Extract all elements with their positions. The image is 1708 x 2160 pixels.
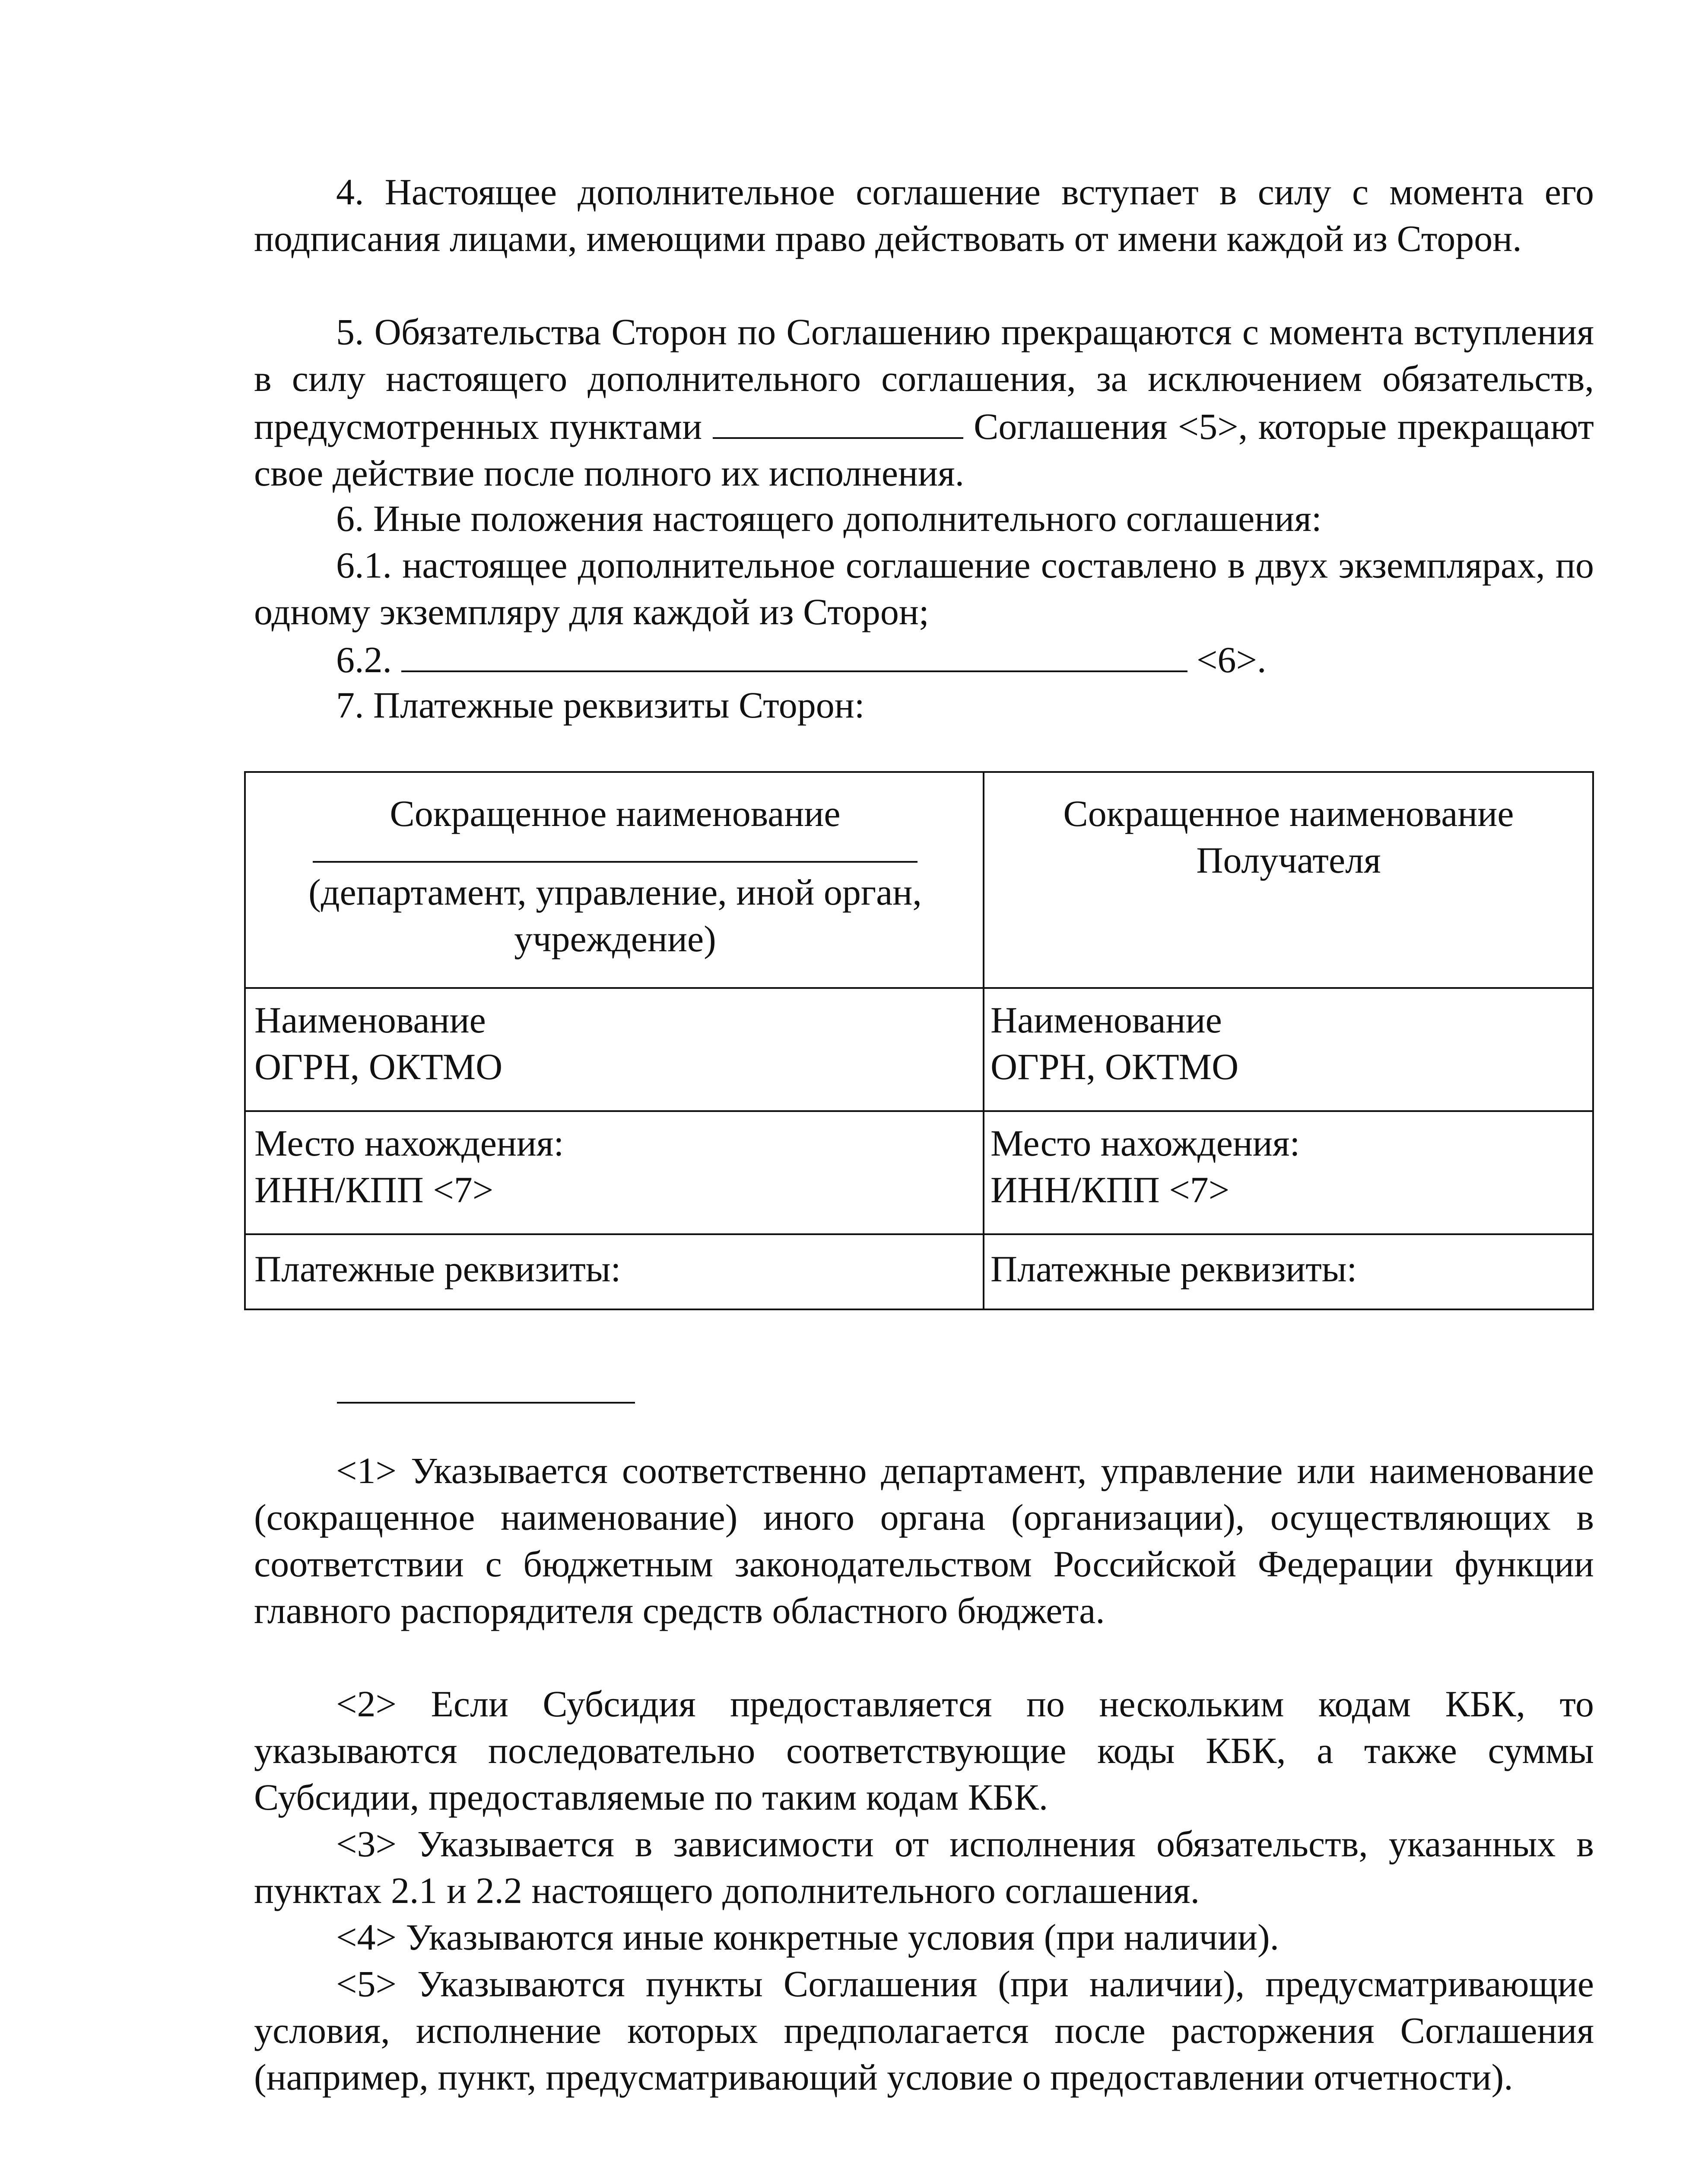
paragraph-6: 6. Иные положения настоящего дополнительного соглашения:: [336, 498, 1322, 539]
other-provisions-blank-line: [401, 635, 1187, 672]
header-left-note: (департамент, управление, иной орган, учреждение): [308, 871, 922, 959]
footnote-5: <5> Указываются пункты Соглашения (при наличии), предусматривающие условия, исполнение которых предполагается после расторжения Соглашения (например, пункт, предусматривающий условие о предоставлении отчетности).: [254, 1963, 1594, 2098]
paragraph-5-text-after: Соглашения <5>, которые прекращают свое действие после полного их исполнения.: [254, 406, 1594, 494]
table-column-divider: [983, 773, 984, 1309]
table-row: [254, 997, 976, 1090]
right-payment-details-label: Платежные реквизиты:: [991, 1248, 1357, 1290]
paragraph-6-2-note: <6>.: [1197, 639, 1267, 680]
footnote-2: <2> Если Субсидия предоставляется по нескольким кодам КБК, то указываются последовательно соответствующие коды КБК, а также суммы Субсидии, предоставляемые по таким кодам КБК.: [254, 1683, 1594, 1818]
right-ogrn-oktmo-label: ОГРН, ОКТМО: [991, 1046, 1239, 1087]
left-inn-kpp-label: ИНН/КПП <7>: [254, 1169, 494, 1210]
table-row-divider: [246, 1110, 1592, 1112]
table-row-divider: [246, 987, 1592, 989]
table-row: [991, 1120, 1587, 1213]
paragraph-5-text-before: 5. Обязательства Сторон по Соглашению прекращаются с момента вступления в силу настоящего дополнительного соглашения, за исключением обязательств, предусмотренных пунктами: [254, 311, 1594, 447]
organ-name-blank-line: [313, 837, 917, 863]
table-row: [254, 1120, 976, 1213]
footnote-separator: [337, 1402, 635, 1404]
paragraph-5: [254, 308, 1594, 496]
points-blank-line: [713, 402, 963, 439]
table-row-divider: [246, 1233, 1592, 1235]
paragraph-6-2-label: 6.2.: [336, 639, 392, 680]
header-left-cell: [254, 790, 976, 962]
paragraph-6-2: [254, 635, 1594, 683]
header-left-title: Сокращенное наименование: [390, 793, 841, 834]
header-right-title: Сокращенное наименование Получателя: [1063, 793, 1514, 881]
footnote-3: <3> Указывается в зависимости от исполнения обязательств, указанных в пунктах 2.1 и 2.2 настоящего дополнительного соглашения.: [254, 1823, 1594, 1911]
paragraph-7: 7. Платежные реквизиты Сторон:: [336, 684, 865, 726]
right-name-label: Наименование: [991, 999, 1222, 1041]
left-ogrn-oktmo-label: ОГРН, ОКТМО: [254, 1046, 503, 1087]
payment-details-table: [244, 771, 1594, 1310]
right-inn-kpp-label: ИНН/КПП <7>: [991, 1169, 1230, 1210]
right-location-label: Место нахождения:: [991, 1122, 1300, 1164]
footnote-1: <1> Указывается соответственно департамент, управление или наименование (сокращенное наименование) иного органа (организации), осуществляющих в соответствии с бюджетным законодательством Российской Федерации функции главного распорядителя средств областного бюджета.: [254, 1450, 1594, 1631]
paragraph-4: 4. Настоящее дополнительное соглашение вступает в силу с момента его подписания лицами, имеющими право действовать от имени каждой из Сторон.: [254, 171, 1594, 259]
table-row: [254, 1245, 976, 1292]
footnote-4: <4> Указываются иные конкретные условия (при наличии).: [336, 1916, 1279, 1958]
left-location-label: Место нахождения:: [254, 1122, 564, 1164]
table-row: [991, 997, 1587, 1090]
left-name-label: Наименование: [254, 999, 486, 1041]
left-payment-details-label: Платежные реквизиты:: [254, 1248, 621, 1290]
paragraph-6-1: 6.1. настоящее дополнительное соглашение составлено в двух экземплярах, по одному экземпляру для каждой из Сторон;: [254, 544, 1594, 632]
header-right-cell: [991, 790, 1587, 883]
table-row: [991, 1245, 1587, 1292]
